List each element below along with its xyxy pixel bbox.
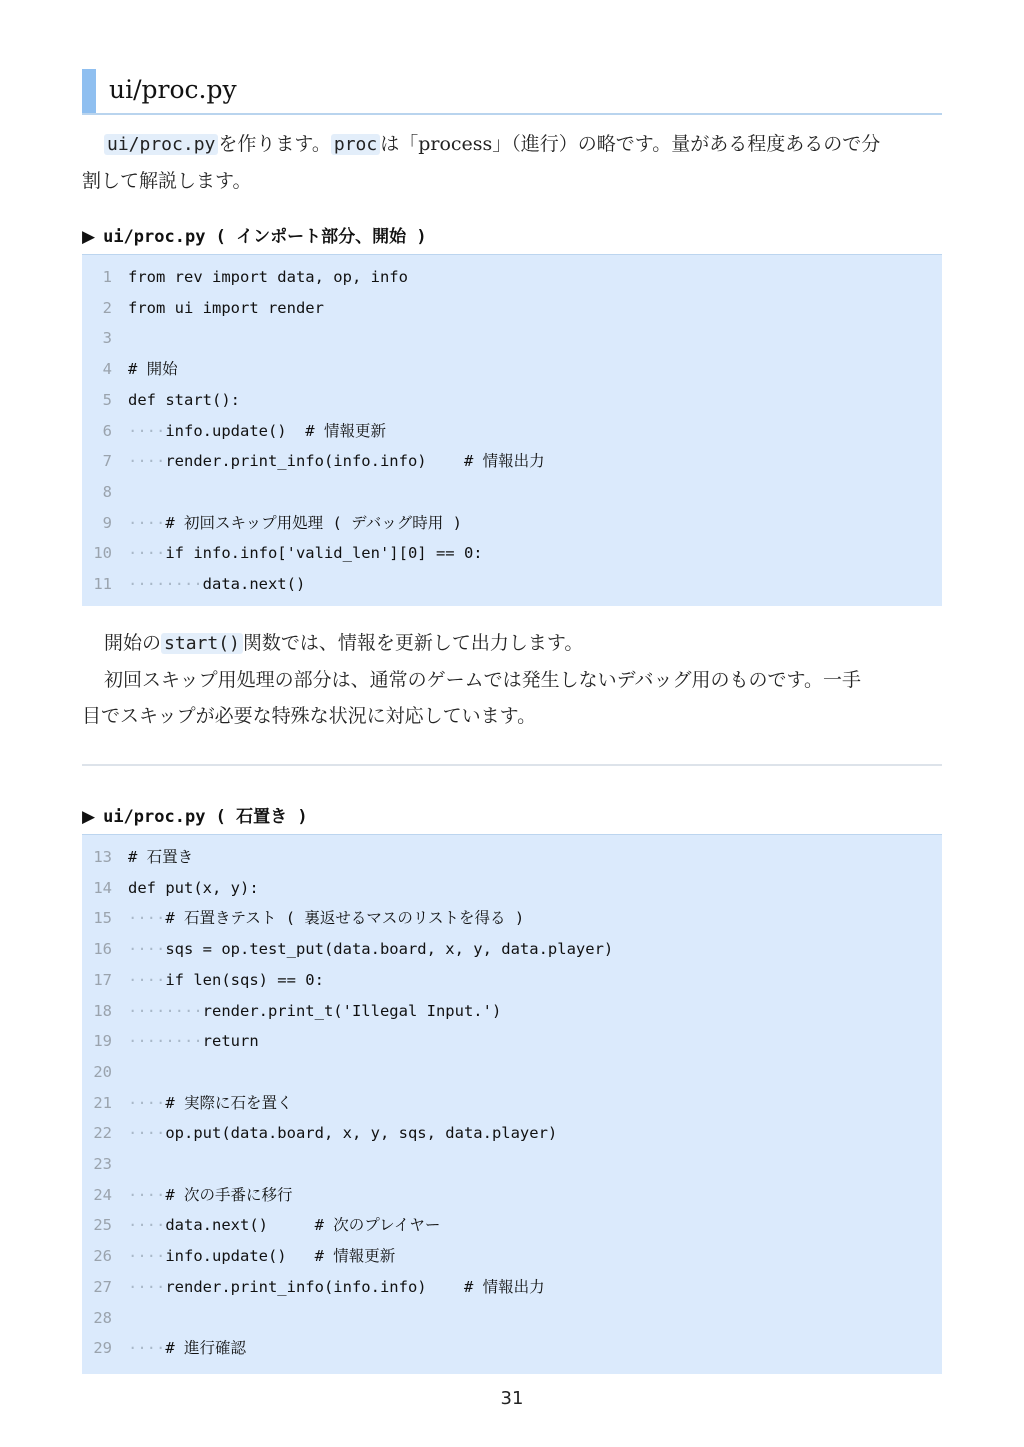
code-line (82, 1118, 942, 1148)
code-content: # 進行確認 (165, 1339, 246, 1358)
explain-text: 開始の (104, 632, 162, 654)
code-content: op.put(data.board, x, y, sqs, data.player) (165, 1124, 558, 1143)
code-text (128, 996, 501, 1026)
line-number: 28 (93, 1308, 112, 1327)
code-line (82, 1026, 942, 1056)
code-line (82, 293, 942, 323)
code-text (128, 965, 324, 995)
line-number: 19 (93, 1032, 112, 1051)
line-number: 10 (93, 544, 112, 563)
indent-guide: ···· (128, 421, 166, 440)
listing-caption (82, 222, 427, 247)
explain-paragraph (82, 625, 942, 734)
line-number: 13 (93, 848, 112, 866)
code-content: info.update() # 情報更新 (165, 421, 386, 440)
code-line (82, 996, 942, 1026)
code-text (128, 842, 193, 872)
page-number: 31 (500, 1388, 524, 1409)
explain-text: 初回スキップ用処理の部分は、通常のゲームでは発生しないデバッグ用のものです。一手 (104, 669, 861, 691)
line-number: 25 (93, 1216, 112, 1235)
line-number: 4 (102, 360, 112, 379)
code-content: # 初回スキップ用処理 ( デバッグ時用 ) (165, 513, 462, 532)
code-content: # 開始 (128, 360, 178, 379)
indent-guide: ········ (128, 575, 203, 593)
code-line (82, 569, 942, 599)
code-text (128, 446, 545, 476)
indent-guide: ···· (128, 1277, 166, 1296)
code-block (82, 834, 942, 1374)
code-line (82, 842, 942, 872)
code-content: data.next() # 次のプレイヤー (165, 1216, 441, 1235)
listing-caption-text: ui/proc.py ( 石置き ) (103, 807, 308, 827)
indent-guide: ···· (128, 1124, 166, 1143)
code-line (82, 903, 942, 933)
intro-text: は「process」（進行）の略です。量がある程度あるので分 (380, 133, 881, 155)
indent-guide: ···· (128, 940, 166, 959)
line-number: 24 (93, 1185, 112, 1204)
code-line (82, 446, 942, 476)
line-number: 29 (93, 1339, 112, 1358)
line-number: 21 (93, 1093, 112, 1112)
code-text (128, 354, 178, 384)
code-content: # 石置き (128, 848, 194, 866)
indent-guide: ········ (128, 1032, 203, 1051)
code-text (128, 416, 386, 446)
code-content: render.print_info(info.info) # 情報出力 (165, 452, 545, 471)
code-block (82, 254, 942, 606)
code-content: if info.info['valid_len'][0] == 0: (165, 544, 483, 563)
code-content: # 石置きテスト ( 裏返せるマスのリストを得る ) (165, 909, 525, 928)
code-line (82, 508, 942, 538)
explain-text: 目でスキップが必要な特殊な状況に対応しています。 (82, 705, 537, 727)
code-content: if len(sqs) == 0: (165, 970, 324, 989)
code-line (82, 965, 942, 995)
code-text (128, 385, 240, 415)
inline-code-filename: ui/proc.py (104, 134, 218, 155)
line-number: 5 (102, 390, 112, 409)
code-content: data.next() (202, 575, 306, 593)
listing-caption (82, 802, 308, 827)
line-number: 6 (102, 421, 112, 440)
code-line (82, 477, 942, 507)
indent-guide: ···· (128, 970, 166, 989)
indent-guide: ···· (128, 1339, 166, 1358)
listing-caption-text: ui/proc.py ( インポート部分、開始 ) (103, 227, 427, 247)
code-line (82, 1210, 942, 1240)
code-text (128, 873, 259, 903)
indent-guide: ···· (128, 1247, 166, 1266)
code-line (82, 934, 942, 964)
code-text (128, 1333, 246, 1363)
heading-accent-bar (82, 69, 96, 113)
code-line (82, 385, 942, 415)
code-content: def start(): (128, 390, 240, 409)
indent-guide: ········ (128, 1001, 203, 1020)
indent-guide: ···· (128, 513, 166, 532)
code-text (128, 1088, 293, 1118)
code-line (82, 1180, 942, 1210)
line-number: 2 (102, 298, 112, 317)
line-number: 1 (102, 268, 112, 286)
inline-code-proc: proc (331, 134, 380, 155)
code-text (128, 903, 524, 933)
code-text (128, 569, 305, 599)
indent-guide: ···· (128, 1216, 166, 1235)
line-number: 7 (102, 452, 112, 471)
code-text (128, 1026, 259, 1056)
intro-text: を作ります。 (218, 133, 331, 155)
code-line (82, 416, 942, 446)
code-text (128, 1272, 545, 1302)
code-line (82, 1057, 942, 1087)
line-number: 16 (93, 940, 112, 959)
code-content: from ui import render (128, 298, 324, 317)
section-heading (82, 69, 942, 115)
code-text (128, 262, 408, 292)
code-content: render.print_t('Illegal Input.') (202, 1001, 502, 1020)
code-content: def put(x, y): (128, 878, 259, 897)
code-line (82, 1303, 942, 1333)
indent-guide: ···· (128, 1093, 166, 1112)
code-text (128, 934, 613, 964)
code-line (82, 1333, 942, 1363)
line-number: 9 (102, 513, 112, 532)
line-number: 3 (102, 329, 112, 348)
code-text (128, 1180, 293, 1210)
section-title: ui/proc.py (109, 75, 237, 104)
indent-guide: ···· (128, 909, 166, 928)
indent-guide: ···· (128, 1185, 166, 1204)
line-number: 27 (93, 1277, 112, 1296)
code-line (82, 354, 942, 384)
code-line (82, 873, 942, 903)
code-line (82, 323, 942, 353)
line-number: 17 (93, 970, 112, 989)
code-content: # 実際に石を置く (165, 1093, 293, 1112)
code-content: render.print_info(info.info) # 情報出力 (165, 1277, 545, 1296)
code-line (82, 538, 942, 568)
code-text (128, 538, 483, 568)
code-line (82, 1241, 942, 1271)
intro-paragraph (82, 126, 942, 199)
code-line (82, 1088, 942, 1118)
line-number: 14 (93, 878, 112, 897)
play-triangle-icon: ▶ (82, 227, 96, 247)
code-content: # 次の手番に移行 (165, 1185, 293, 1204)
code-content: sqs = op.test_put(data.board, x, y, data.player) (165, 940, 614, 959)
line-number: 11 (93, 575, 112, 593)
code-text (128, 293, 324, 323)
play-triangle-icon: ▶ (82, 807, 96, 827)
indent-guide: ···· (128, 544, 166, 563)
section-divider (82, 764, 942, 766)
line-number: 20 (93, 1062, 112, 1081)
line-number: 15 (93, 909, 112, 928)
line-number: 22 (93, 1124, 112, 1143)
line-number: 23 (93, 1155, 112, 1173)
inline-code-start: start() (161, 633, 243, 654)
code-content: from rev import data, op, info (128, 268, 408, 286)
line-number: 18 (93, 1001, 112, 1020)
code-content: info.update() # 情報更新 (165, 1247, 396, 1266)
code-text (128, 1241, 395, 1271)
code-content: return (202, 1032, 259, 1051)
indent-guide: ···· (128, 452, 166, 471)
explain-text: 関数では、情報を更新して出力します。 (242, 632, 584, 654)
line-number: 26 (93, 1247, 112, 1266)
code-text (128, 1118, 557, 1148)
code-line (82, 262, 942, 292)
code-line (82, 1272, 942, 1302)
code-line (82, 1149, 942, 1179)
code-text (128, 508, 462, 538)
code-text (128, 1210, 440, 1240)
line-number: 8 (102, 482, 112, 501)
intro-text: 割して解説します。 (82, 170, 252, 192)
